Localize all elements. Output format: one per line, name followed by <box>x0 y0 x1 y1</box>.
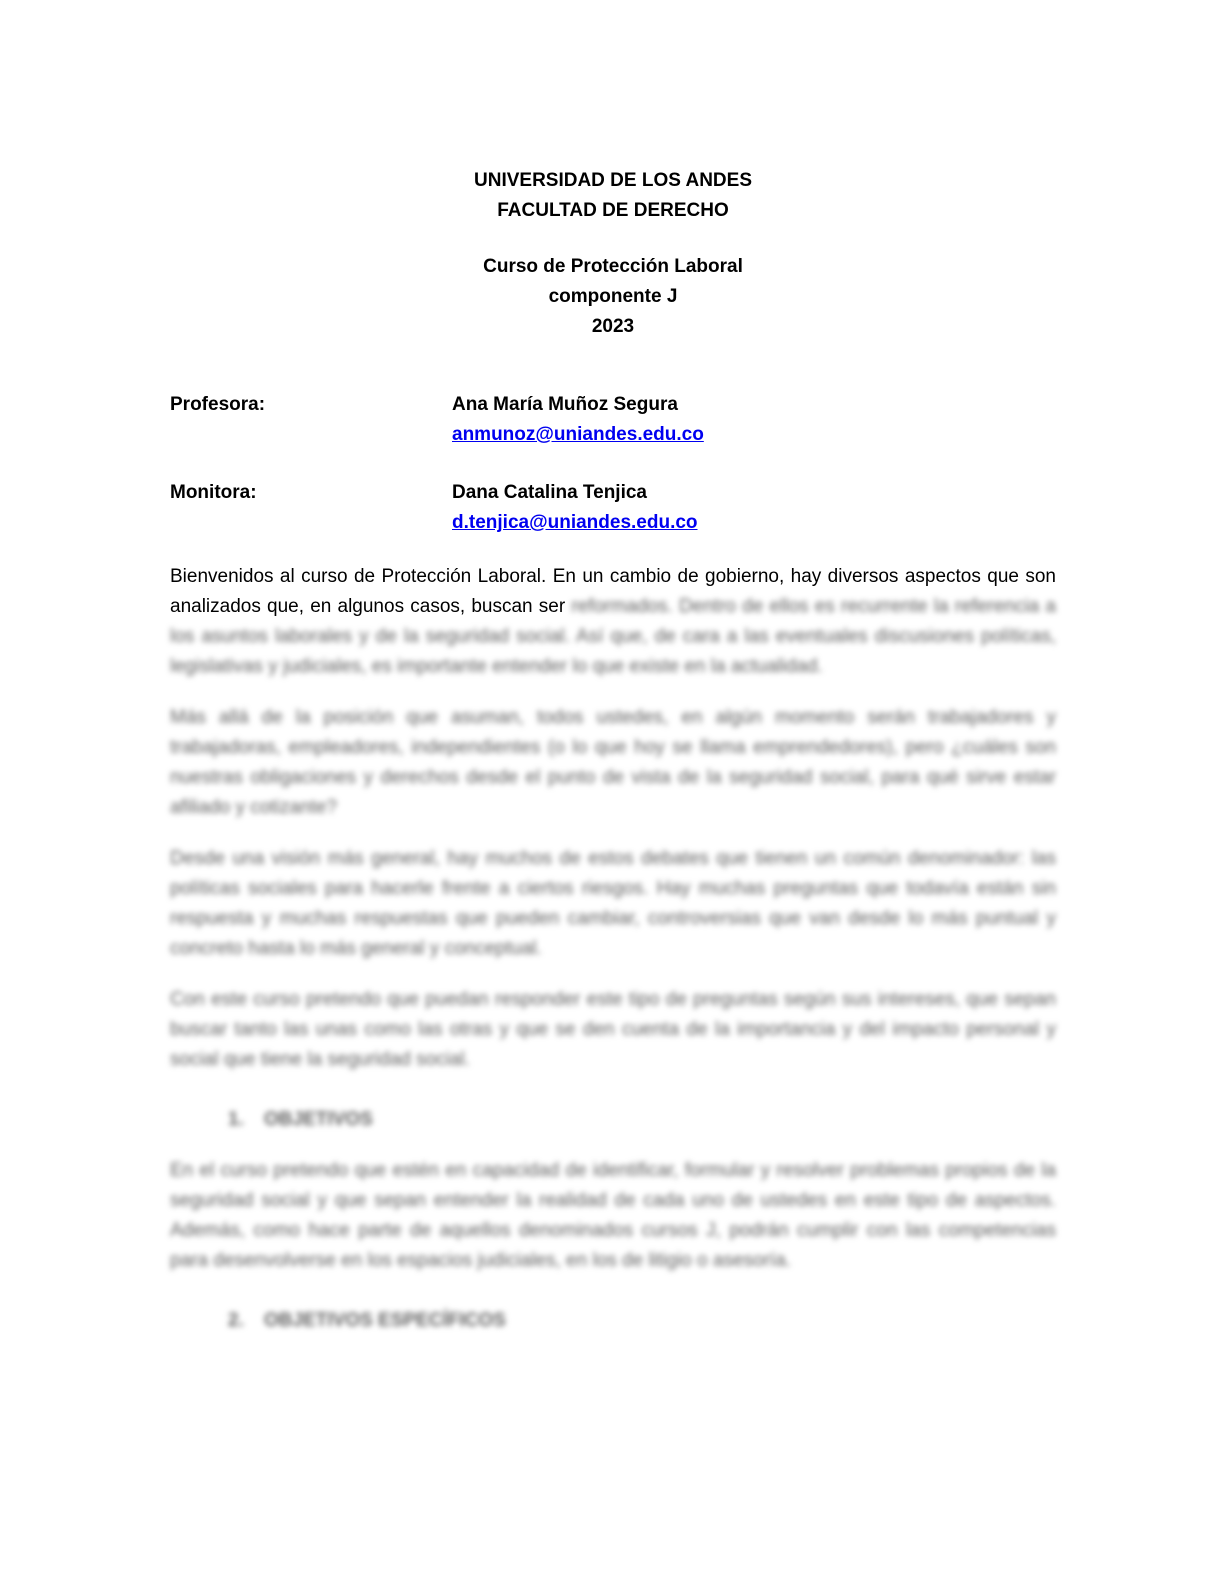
course-title-block <box>170 252 1056 342</box>
staff-info <box>452 478 698 538</box>
blurred-paragraph: Con este curso pretendo que puedan responder este tipo de preguntas según sus intereses, que sepan buscar tanto las unas como las otras y que se den cuenta de la importancia y del impacto personal y social que tiene la seguridad social. <box>170 989 1056 1070</box>
staff-name: Dana Catalina Tenjica <box>452 482 647 503</box>
course-component: componente J <box>548 286 678 307</box>
staff-row-monitora <box>170 478 1056 538</box>
document-content <box>170 166 1056 1336</box>
blurred-paragraph: Más allá de la posición que asuman, todos ustedes, en algún momento serán trabajadores y trabajadoras, empleadores, independientes (o lo que hoy se llama emprendedores), pero ¿cuáles son nuestras obligaciones y derechos desde el punto de vista de la seguridad social, para qué sirve estar afiliado y cotizante? <box>170 707 1056 818</box>
faculty-name: FACULTAD DE DERECHO <box>497 200 729 221</box>
blurred-paragraph: Desde una visión más general, hay muchos de estos debates que tienen un común denominador: las políticas sociales para hacerle frente a ciertos riesgos. Hay muchas preguntas que todavía están sin respuesta y muchas respuestas que pueden cambiar, controversias que van desde lo más puntual y concreto hasta lo más general y conceptual. <box>170 848 1056 959</box>
staff-info <box>452 390 704 450</box>
section-number: 1. <box>228 1109 244 1130</box>
staff-email-link[interactable]: d.tenjica@uniandes.edu.co <box>452 512 698 533</box>
course-year: 2023 <box>591 316 635 337</box>
intro-visible-text: Bienvenidos al curso de Protección Laboral. En un cambio de gobierno, hay diversos aspectos que son analizados que, en algunos casos, buscan ser <box>170 566 1056 617</box>
document-header <box>170 166 1056 226</box>
staff-email-link[interactable]: anmunoz@uniandes.edu.co <box>452 424 704 445</box>
section-title: OBJETIVOS <box>264 1109 373 1130</box>
section-heading-objetivos <box>170 1105 1056 1135</box>
staff-name: Ana María Muñoz Segura <box>452 394 678 415</box>
section-heading-objetivos-especificos <box>170 1306 1056 1336</box>
intro-paragraph <box>170 562 1056 682</box>
staff-role-label: Monitora: <box>170 482 257 503</box>
section-title: OBJETIVOS ESPECÍFICOS <box>264 1310 506 1331</box>
staff-role-label: Profesora: <box>170 394 266 415</box>
objectives-paragraph: En el curso pretendo que estén en capacidad de identificar, formular y resolver problemas propios de la seguridad social y que sepan entender la realidad de cada uno de ustedes en este tipo de aspectos. Además, como hace parte de aquellos denominados cursos J, podrán cumplir con las competencias para desenvolverse en los espacios judiciales, en los de litigio o asesoría. <box>170 1160 1056 1271</box>
staff-section <box>170 390 1056 538</box>
section-number: 2. <box>228 1310 244 1331</box>
intro-blurred-text: reformados. Dentro de ellos es recurrente la referencia a los asuntos laborales y de la seguridad social. Así que, de cara a las eventuales discusiones políticas, legislativas y judiciales, es importante entender lo que existe en la actualidad. <box>170 596 1056 677</box>
course-title: Curso de Protección Laboral <box>483 256 743 277</box>
institution-name: UNIVERSIDAD DE LOS ANDES <box>474 170 752 191</box>
staff-row-profesora <box>170 390 1056 450</box>
